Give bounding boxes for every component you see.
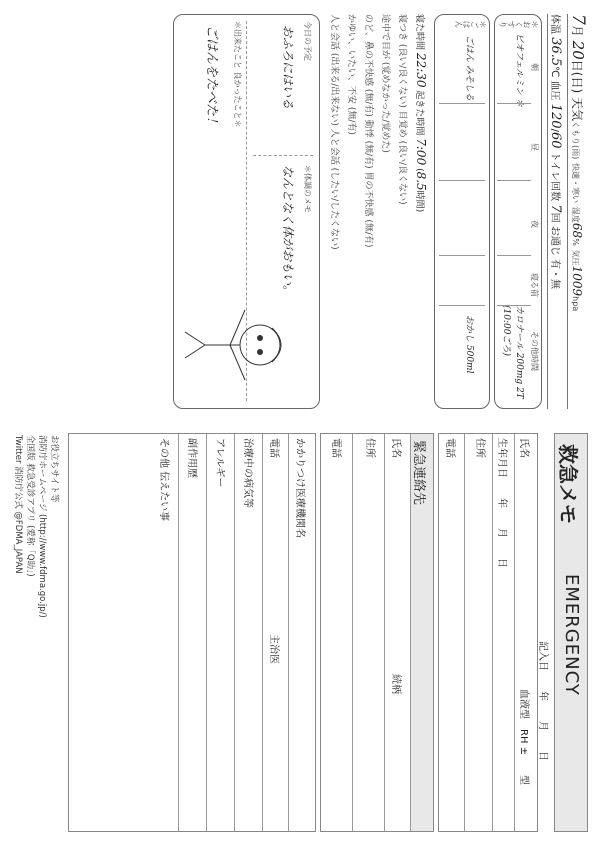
- bowel-options[interactable]: 有・無: [549, 259, 560, 290]
- meals-box: [434, 14, 490, 409]
- toilet-label: トイレ回数: [549, 151, 560, 202]
- col-sleep: 寝る前: [530, 273, 539, 297]
- row-line: [288, 434, 289, 831]
- meds-divider-1: [497, 103, 531, 104]
- row-line: [464, 434, 465, 831]
- clinic-field[interactable]: かかりつけ医療機関名: [294, 438, 305, 538]
- humidity-unit: %: [571, 238, 580, 246]
- allergy-field[interactable]: アレルギー: [214, 438, 225, 488]
- memo-title: ＊体調のメモ: [303, 165, 312, 213]
- pressure-unit: hpa: [571, 296, 580, 312]
- meds-divider-3: [497, 255, 531, 256]
- contact-title: 緊急連絡先: [411, 440, 426, 506]
- vitals-line: 体温 36.5℃ 血圧 120/60 トイレ回数 7回 お通じ 有・無: [548, 14, 563, 290]
- weather-label: 天気: [570, 96, 584, 121]
- clinic-phone-field[interactable]: 電話: [268, 438, 279, 458]
- check-discomfort[interactable]: のど、鼻の不快感 (無/有) 動悸 (無/有) 胃の不快感 (無/有): [363, 14, 373, 248]
- row-line: [262, 434, 263, 831]
- contact-relation-field[interactable]: 続柄: [390, 674, 401, 694]
- footer-link-twitter[interactable]: Twitter 消防庁公式 @FDMA_JAPAN: [13, 435, 23, 574]
- check-list: [325, 14, 410, 250]
- toilet-value[interactable]: 7: [548, 204, 563, 213]
- month-unit: 月: [570, 24, 584, 37]
- meals-divider-2: [439, 180, 485, 181]
- col-other: その他時間: [530, 331, 539, 371]
- col-night: 夜: [530, 220, 539, 228]
- wake-label: 起きた時間: [414, 90, 424, 136]
- emergency-header: [554, 433, 588, 832]
- date-underline: [567, 14, 568, 409]
- bp-label: 血圧: [549, 80, 560, 101]
- humidity-label: 湿度: [571, 206, 580, 223]
- meds-label: ＊おくすり: [499, 20, 539, 29]
- temp-label: 体温: [549, 14, 560, 34]
- weather-options[interactable]: くもり(雨): [571, 121, 580, 160]
- footer: [12, 435, 60, 618]
- meds-divider-4: [497, 305, 531, 306]
- emergency-title-en: EMERGENCY: [561, 574, 582, 696]
- doctor-field[interactable]: 主治医: [268, 634, 279, 664]
- hours-value[interactable]: 8.5: [414, 171, 428, 191]
- col-noon: 昼: [530, 143, 539, 151]
- weekday-value[interactable]: (日): [570, 71, 584, 94]
- col-morning: 朝: [530, 63, 539, 71]
- bp-high-value[interactable]: 120: [548, 103, 563, 129]
- footer-title: お役立ちサイト等: [49, 435, 59, 503]
- row-line: [410, 434, 411, 831]
- other-field[interactable]: その他 伝えたい事: [158, 438, 169, 522]
- patient-table: [438, 433, 538, 832]
- sleep-line: 寝た時間 22:30 起きた時間 7:00 (8.5時間): [414, 14, 428, 213]
- blood-field[interactable]: 血液型 RH ± 型: [518, 689, 529, 786]
- row-line: [178, 434, 179, 831]
- vitals-underline: [547, 14, 548, 409]
- memo-value[interactable]: なんとなく体がおもい。: [281, 165, 295, 298]
- emergency-memo: [0, 421, 600, 842]
- good-value[interactable]: ごはんをたべた！: [204, 25, 219, 130]
- contact-header: [411, 434, 433, 831]
- row-line: [234, 434, 235, 831]
- plan-value[interactable]: おふろにはいる: [281, 25, 295, 110]
- emergency-title: 救急メモ: [556, 444, 580, 524]
- phone-field[interactable]: 電話: [444, 438, 455, 458]
- row-line: [492, 434, 493, 831]
- bed-label: 寝た時間: [414, 14, 424, 51]
- footer-link-fdma[interactable]: 消防庁ホームページ (http://www.fdma.go.jp/): [37, 435, 47, 618]
- check-conversation[interactable]: 人と会話 (出来る/出来ない) 人と会話 (したい/したくない): [329, 14, 339, 250]
- bowel-label: お通じ: [549, 225, 560, 256]
- plan-title: 今日の予定: [303, 21, 312, 61]
- entry-date[interactable]: 記入日 年 月 日: [537, 641, 548, 761]
- meals-divider-3: [439, 255, 485, 256]
- hours-unit: 時間: [414, 190, 424, 209]
- pressure-value[interactable]: 1009: [570, 265, 584, 297]
- name-field[interactable]: 氏名: [518, 438, 529, 458]
- temp-unit: ℃: [549, 66, 560, 78]
- memo-divider: [253, 155, 313, 156]
- check-pain[interactable]: かゆい、いたい、不安 (無/有): [346, 14, 356, 135]
- wake-value[interactable]: 7:00: [414, 138, 428, 166]
- row-line: [514, 434, 515, 831]
- meals-other-value[interactable]: おかし 500ml: [464, 315, 474, 374]
- month-value[interactable]: 7: [568, 14, 588, 25]
- row-line: [206, 434, 207, 831]
- contact-table: [320, 433, 434, 832]
- contact-phone-field[interactable]: 電話: [330, 438, 341, 458]
- bp-low-value[interactable]: 60: [548, 131, 563, 149]
- meds-divider-2: [497, 180, 531, 181]
- row-line: [384, 434, 385, 831]
- meals-morning-value[interactable]: ごはん みそしる: [464, 35, 474, 101]
- comfort-options[interactable]: 快適・寒い: [571, 163, 580, 204]
- check-night-wake[interactable]: 途中で目が (覚めなかった/覚めた): [380, 14, 390, 153]
- day-unit: 日: [570, 59, 584, 72]
- day-value[interactable]: 20: [569, 40, 587, 60]
- contact-name-field[interactable]: 氏名: [390, 438, 401, 458]
- good-title: ＊出来たこと 良かったこと＊: [233, 21, 242, 128]
- temp-value[interactable]: 36.5: [548, 37, 563, 67]
- pressure-label: 気圧: [571, 249, 580, 266]
- meals-divider-1: [439, 103, 485, 104]
- side-effect-field[interactable]: 副作用歴: [186, 438, 197, 478]
- humidity-value[interactable]: 68: [570, 222, 584, 239]
- row-line: [352, 434, 353, 831]
- meds-morning-value[interactable]: ビオフェルミン ＊: [514, 33, 524, 108]
- medical-table: [68, 433, 316, 832]
- disease-field[interactable]: 治療中の病気等: [242, 438, 253, 508]
- meds-other-value[interactable]: カロナール 200mg 2T (10:00ごろ): [501, 305, 524, 399]
- date-line: [568, 14, 588, 409]
- bed-value[interactable]: 22:30: [414, 52, 428, 88]
- birth-field[interactable]: 生年月日 年 月 日: [496, 438, 507, 568]
- check-sleep-quality[interactable]: 寝つき (良い/良くない) 目覚め (良い/良くない): [397, 14, 407, 205]
- toilet-unit: 回: [549, 212, 560, 223]
- meals-divider-4: [439, 305, 485, 306]
- address-field[interactable]: 住所: [474, 438, 485, 458]
- contact-address-field[interactable]: 住所: [364, 438, 375, 458]
- character-illustration-icon: [180, 300, 290, 390]
- meals-label: ＊ごはん: [455, 20, 487, 29]
- meds-box: [494, 14, 542, 409]
- footer-link-app[interactable]: 全国版 救急受診アプリ (愛称「Q助」): [25, 435, 35, 577]
